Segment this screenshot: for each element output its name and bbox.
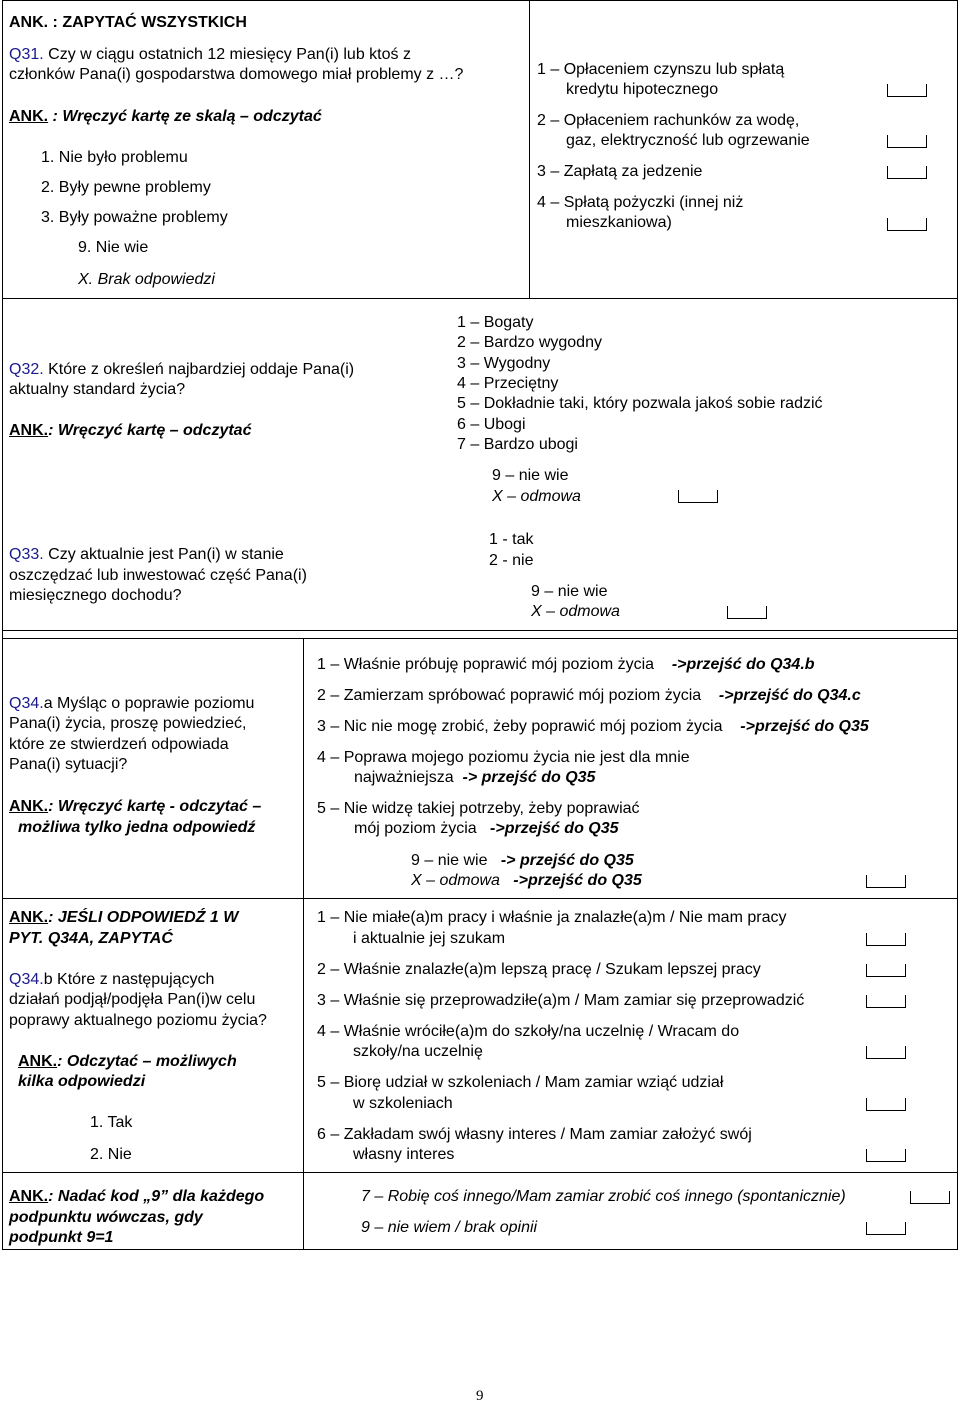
q34b-ank2-text-1: : Odczytać – możliwych: [57, 1053, 237, 1070]
q32-refusal: X – odmowa: [492, 488, 581, 505]
q34-top-border: [2, 638, 958, 639]
q34b-ank-head-1: : JEŚLI ODPOWIEDŹ 1 W: [48, 909, 239, 926]
q33-option-1: 1 - tak: [489, 531, 534, 548]
q32-option-6: 6 – Ubogi: [457, 416, 526, 433]
q31-scale-3: 3. Były poważne problemy: [41, 209, 228, 226]
q33-question-line2: oszczędzać lub inwestować część Pana(i): [9, 567, 307, 584]
q34b-item-4-answer-box[interactable]: [866, 1046, 906, 1059]
q32-option-7: 7 – Bardzo ubogi: [457, 436, 578, 453]
q34b-item-6-answer-box[interactable]: [866, 1149, 906, 1162]
q34b-item-9-answer-box[interactable]: [866, 1222, 906, 1235]
q34b-item-9: 9 – nie wiem / brak opinii: [361, 1219, 538, 1236]
q32-question-line1: [9, 360, 354, 380]
q33-option-2: 2 - nie: [489, 552, 534, 569]
q34b-ank-prefix: ANK.: [9, 909, 49, 926]
q33-dont-know: 9 – nie wie: [531, 583, 608, 600]
q34a-ank-prefix: ANK.: [9, 798, 49, 815]
q33-bottom-border: [2, 630, 958, 631]
q34a-option-2-text: 2 – Zamierzam spróbować poprawić mój poziom życia: [317, 687, 702, 704]
q31-item-3-line1: 3 – Zapłatą za jedzenie: [537, 163, 703, 180]
q31-item-2-line1: 2 – Opłaceniem rachunków za wodę,: [537, 112, 800, 129]
q32-answer-box[interactable]: [678, 490, 718, 503]
q33-question-line1: [9, 545, 284, 565]
q32-option-5: 5 – Dokładnie taki, który pozwala jakoś sobie radzić: [457, 395, 823, 412]
q34a-option-5-line1: 5 – Nie widzę takiej potrzeby, żeby poprawiać: [317, 800, 640, 817]
q34b-ank2-prefix: ANK.: [18, 1053, 58, 1070]
q34b-ank2-instruction-line1: [18, 1052, 237, 1072]
q34a-bottom-border: [2, 898, 958, 899]
top-border: [2, 0, 958, 1]
q34b-item-5-line2: w szkoleniach: [353, 1095, 453, 1112]
q31-item-1-answer-box[interactable]: [887, 84, 927, 97]
q34a-text-1: a Myśląc o poprawie poziomu: [43, 695, 255, 712]
q31-question-line1: [9, 45, 411, 65]
q31-ank-prefix: ANK.: [9, 108, 49, 125]
q34b-note-line3: podpunkt 9=1: [9, 1229, 114, 1246]
q34a-dont-know: [411, 851, 634, 871]
q33-refusal: X – odmowa: [531, 603, 620, 620]
q34a-refusal: [411, 871, 642, 891]
q34b-item-1-answer-box[interactable]: [866, 933, 906, 946]
q32-number: Q32.: [9, 361, 44, 378]
q31-scale-1: 1. Nie było problemu: [41, 149, 188, 166]
q32-option-3: 3 – Wygodny: [457, 355, 551, 372]
q34b-ank2-instruction-line2: kilka odpowiedzi: [18, 1073, 146, 1090]
q31-divider: [529, 0, 530, 299]
q34a-option-4-text2: najważniejsza: [354, 769, 454, 786]
q34b-note-prefix: ANK.: [9, 1188, 49, 1205]
q34a-question-line2: Pana(i) życia, proszę powiedzieć,: [9, 715, 247, 732]
q34a-option-3: [317, 717, 869, 737]
q34a-ank-instruction-line2: możliwa tylko jedna odpowiedź: [18, 819, 256, 836]
q34a-number: Q34.: [9, 695, 44, 712]
q31-item-1-line2: kredytu hipotecznego: [566, 81, 719, 98]
q33-answer-box[interactable]: [727, 606, 767, 619]
q34a-option-1: [317, 655, 815, 675]
q34b-question-line1: [9, 970, 214, 990]
outer-right-border: [957, 0, 958, 1250]
q34b-item-7-answer-box[interactable]: [910, 1191, 950, 1204]
q31-item-4-answer-box[interactable]: [887, 218, 927, 231]
q34a-ank-instruction-line1: [9, 797, 261, 817]
q34a-option-4-line2: [354, 768, 595, 788]
q31-question-line2: członków Pana(i) gospodarstwa domowego miał problemy z …?: [9, 66, 464, 83]
q34b-code-2: 2. Nie: [90, 1146, 132, 1163]
q34a-refusal-jump: ->przejść do Q35: [513, 872, 642, 889]
q32-dont-know: 9 – nie wie: [492, 467, 569, 484]
q34b-text-1: b Które z następujących: [43, 971, 215, 988]
q34b-item-2-answer-box[interactable]: [866, 964, 906, 977]
q34b-note-text-1: : Nadać kod „9” dla każdego: [48, 1188, 265, 1205]
q34a-option-3-text: 3 – Nic nie mogę zrobić, żeby poprawić mój poziom życia: [317, 718, 723, 735]
q31-item-2-answer-box[interactable]: [887, 135, 927, 148]
q31-item-3-answer-box[interactable]: [887, 166, 927, 179]
q34-divider: [303, 638, 304, 1250]
bottom-border: [2, 1249, 958, 1250]
q34b-item-5-line1: 5 – Biorę udział w szkoleniach / Mam zamiar wziąć udział: [317, 1074, 724, 1091]
q32-text-1: Które z określeń najbardziej oddaje Pana(i): [43, 361, 355, 378]
q34b-item-4-line2: szkoły/na uczelnię: [353, 1043, 483, 1060]
q34b-question-line2: działań podjął/podjęła Pan(i)w celu: [9, 991, 256, 1008]
q34a-option-2-jump: ->przejść do Q34.c: [718, 687, 861, 704]
q32-option-2: 2 – Bardzo wygodny: [457, 334, 602, 351]
q34b-note-line1: [9, 1187, 264, 1207]
q33-number: Q33.: [9, 546, 44, 563]
q34a-option-1-jump: ->przejść do Q34.b: [671, 656, 815, 673]
q34a-question-line4: Pana(i) sytuacji?: [9, 756, 128, 773]
q34a-question-line3: które ze stwierdzeń odpowiada: [9, 736, 229, 753]
q31-text-1: Czy w ciągu ostatnich 12 miesięcy Pan(i) lub ktoś z: [43, 46, 411, 63]
q34b-note-border: [2, 1172, 958, 1173]
q34b-item-4-line1: 4 – Właśnie wróciłe(a)m do szkoły/na uczelnię / Wracam do: [317, 1023, 740, 1040]
q34b-item-1-line1: 1 – Nie miałe(a)m pracy i właśnie ja znalazłe(a)m / Nie mam pracy: [317, 909, 787, 926]
q32-option-4: 4 – Przeciętny: [457, 375, 559, 392]
q34b-code-1: 1. Tak: [90, 1114, 133, 1131]
q31-item-4-line2: mieszkaniowa): [566, 214, 672, 231]
q31-no-answer: X. Brak odpowiedzi: [78, 271, 215, 288]
q34b-note-line2: podpunktu wówczas, gdy: [9, 1209, 203, 1226]
page-number: 9: [476, 1388, 484, 1404]
q34a-ank-text-1: : Wręczyć kartę - odczytać –: [48, 798, 262, 815]
q34b-item-3-line1: 3 – Właśnie się przeprowadziłe(a)m / Mam zamiar się przeprowadzić: [317, 992, 805, 1009]
q31-bottom-border: [2, 298, 958, 299]
q34a-option-5-jump: ->przejść do Q35: [490, 820, 619, 837]
q34a-dk-text: 9 – nie wie: [411, 852, 488, 869]
q34a-question-line1: [9, 694, 254, 714]
q32-ank-instruction: [9, 421, 251, 441]
q34b-item-7: 7 – Robię coś innego/Mam zamiar zrobić coś innego (spontanicznie): [361, 1188, 846, 1205]
q34a-option-4-jump: -> przejść do Q35: [462, 769, 596, 786]
q33-question-line3: miesięcznego dochodu?: [9, 587, 182, 604]
q34a-option-1-text: 1 – Właśnie próbuję poprawić mój poziom życia: [317, 656, 655, 673]
q34a-dk-jump: -> przejść do Q35: [500, 852, 634, 869]
q34a-answer-box[interactable]: [866, 875, 906, 888]
q31-scale-2: 2. Były pewne problemy: [41, 179, 211, 196]
q31-ank-text: : Wręczyć kartę ze skalą – odczytać: [48, 108, 322, 125]
q31-dont-know: 9. Nie wie: [78, 239, 149, 256]
q31-item-1-line1: 1 – Opłaceniem czynszu lub spłatą: [537, 61, 785, 78]
q32-question-line2: aktualny standard życia?: [9, 381, 186, 398]
q32-option-1: 1 – Bogaty: [457, 314, 534, 331]
q34a-option-5-line2: [354, 819, 619, 839]
q31-item-2-line2: gaz, elektryczność lub ogrzewanie: [566, 132, 810, 149]
q32-ank-prefix: ANK.: [9, 422, 49, 439]
outer-left-border: [2, 0, 3, 1250]
q34b-item-3-answer-box[interactable]: [866, 995, 906, 1008]
q34b-ank-heading-line1: [9, 908, 238, 928]
q34a-option-3-jump: ->przejść do Q35: [740, 718, 869, 735]
q34a-option-5-text2: mój poziom życia: [354, 820, 477, 837]
q34b-item-5-answer-box[interactable]: [866, 1098, 906, 1111]
q31-item-4-line1: 4 – Spłatą pożyczki (innej niż: [537, 194, 744, 211]
q33-text-1: Czy aktualnie jest Pan(i) w stanie: [43, 546, 284, 563]
q34a-option-2: [317, 686, 861, 706]
q31-ank-heading: ANK. : ZAPYTAĆ WSZYSTKICH: [9, 14, 247, 31]
q31-ank-instruction: [9, 107, 322, 127]
q34b-number: Q34.: [9, 971, 44, 988]
q34a-option-4-line1: 4 – Poprawa mojego poziomu życia nie jest dla mnie: [317, 749, 690, 766]
q34b-item-6-line1: 6 – Zakładam swój własny interes / Mam zamiar założyć swój: [317, 1126, 752, 1143]
q34b-ank-heading-line2: PYT. Q34A, ZAPYTAĆ: [9, 930, 173, 947]
q34b-item-6-line2: własny interes: [353, 1146, 455, 1163]
q34b-item-1-line2: i aktualnie jej szukam: [353, 930, 506, 947]
q34a-refusal-text: X – odmowa: [411, 872, 500, 889]
q34b-question-line3: poprawy aktualnego poziomu życia?: [9, 1012, 267, 1029]
q32-ank-text: : Wręczyć kartę – odczytać: [48, 422, 252, 439]
q31-number: Q31.: [9, 46, 44, 63]
q34b-item-2-line1: 2 – Właśnie znalazłe(a)m lepszą pracę / Szukam lepszej pracy: [317, 961, 761, 978]
